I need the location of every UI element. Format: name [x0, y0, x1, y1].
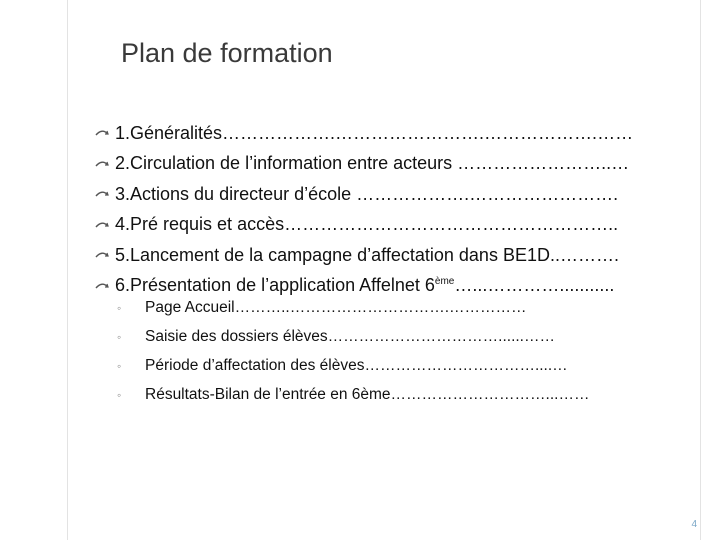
sub-list-item-text: Période d’affectation des élèves……………………………....… [145, 356, 568, 374]
list-item-text: 5.Lancement de la campagne d’affectation dans BE1D..………. [115, 244, 619, 265]
list-item-text: 3.Actions du directeur d’école ……………….……………………. [115, 183, 619, 204]
sub-list-item [117, 351, 677, 380]
curved-arrow-bullet-icon [95, 189, 115, 199]
circle-bullet-icon: ◦ [117, 300, 122, 315]
sub-list-item [117, 322, 677, 351]
main-list [95, 118, 695, 301]
sub-list-item [117, 380, 677, 409]
circle-bullet-icon: ◦ [117, 358, 122, 373]
circle-bullet-icon: ◦ [117, 387, 122, 402]
list-item [95, 118, 695, 149]
sub-list-item [117, 293, 677, 322]
list-item [95, 240, 695, 271]
list-item [95, 149, 695, 180]
curved-arrow-bullet-icon [95, 281, 115, 291]
list-item-text: 2.Circulation de l’information entre acteurs ……………………..… [115, 153, 630, 174]
list-item-text: 1.Généralités……………….…………………….……………….…… [115, 122, 634, 143]
sub-list-item-text: Page Accueil………..………………………….…………… [145, 298, 527, 316]
superscript-ordinal: ème [434, 276, 455, 288]
circle-bullet-icon: ◦ [117, 329, 122, 344]
page-number: 4 [691, 519, 697, 530]
curved-arrow-bullet-icon [95, 220, 115, 230]
list-item-text-main: 6.Présentation de l’application Affelnet 6 [115, 275, 435, 296]
curved-arrow-bullet-icon [95, 128, 115, 138]
sub-list-item-text: Résultats-Bilan de l’entrée en 6ème…………………………...…… [145, 385, 590, 403]
curved-arrow-bullet-icon [95, 159, 115, 169]
slide-title: Plan de formation [121, 38, 333, 68]
sub-list-item-text: Saisie des dossiers élèves……………………………......…… [145, 327, 555, 345]
list-item-text: 4.Pré requis et accès……………………………………………….. [115, 214, 619, 235]
list-item [95, 179, 695, 210]
list-item [95, 210, 695, 241]
list-item-text-dots: …...…………........... [454, 275, 615, 296]
curved-arrow-bullet-icon [95, 250, 115, 260]
sub-list [117, 293, 677, 409]
